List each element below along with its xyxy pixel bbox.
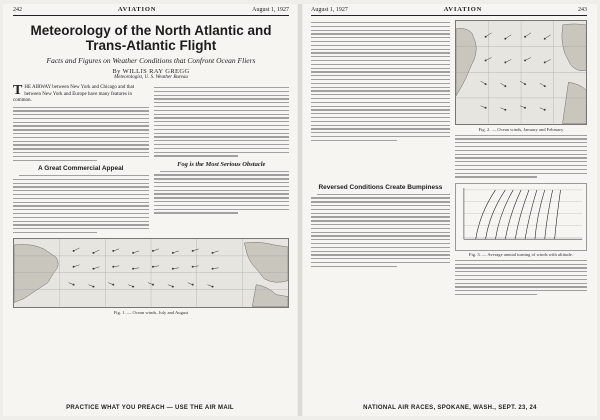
- body-text-block: [154, 171, 290, 214]
- journal-name: AVIATION: [117, 6, 157, 13]
- right-column-2-lower: [455, 180, 587, 298]
- body-text-block: [455, 135, 587, 178]
- figure-1-caption: Fig. 1. — Ocean winds, July and August: [113, 309, 189, 315]
- title-line-2: Trans-Atlantic Flight: [85, 38, 217, 53]
- issue-date: August 1, 1927: [311, 7, 348, 13]
- article-columns: [13, 85, 289, 235]
- author-affiliation: Meteorologist, U. S. Weather Bureau: [114, 75, 188, 80]
- page-number: 243: [578, 7, 587, 13]
- body-text-block: [455, 260, 587, 295]
- article-subtitle: Facts and Figures on Weather Conditions that Confront Ocean Fliers: [46, 56, 256, 65]
- journal-name: AVIATION: [443, 6, 483, 13]
- map-figure-1: [13, 238, 289, 308]
- section-heading: A Great Commercial Appeal: [38, 164, 124, 172]
- column-1: [13, 85, 149, 235]
- body-text-block: [154, 87, 290, 157]
- winter-winds-map: [456, 21, 586, 124]
- title-line-1: Meteorology of the North Atlantic and: [30, 23, 272, 38]
- byline: By WILLIS RAY GREGG: [112, 68, 190, 75]
- column-2: [154, 85, 290, 235]
- right-column-2: [455, 20, 587, 180]
- figure-3-caption: Fig. 3. — Average annual turning of winds with altitude.: [468, 251, 573, 257]
- ocean-winds-map: [14, 239, 288, 307]
- page-number: 242: [13, 7, 22, 13]
- running-head-left: [13, 6, 289, 16]
- figure-2-caption: Fig. 2. — Ocean winds, January and February: [478, 126, 564, 132]
- lead-text: HE AIRWAY between New York and Chicago and that between New York and Europe have many features in common.: [13, 85, 135, 103]
- body-text-block: [13, 175, 149, 233]
- left-page: [3, 4, 297, 416]
- right-footer: NATIONAL AIR RACES, SPOKANE, WASH., SEPT. 23, 24: [363, 405, 537, 411]
- section-heading: Fog is the Most Serious Obstacle: [177, 160, 266, 168]
- lead-paragraph: [13, 85, 149, 105]
- issue-date: August 1, 1927: [252, 7, 289, 13]
- right-column-1-lower: [311, 180, 450, 298]
- article-columns-bottom: [311, 180, 587, 298]
- wind-turning-graph: [456, 184, 586, 245]
- right-column-1: [311, 20, 450, 180]
- drop-cap: T: [13, 83, 23, 98]
- running-head-right: [311, 6, 587, 16]
- article-title: [13, 23, 289, 53]
- article-columns-top: [311, 20, 587, 180]
- body-text-block: [311, 194, 450, 267]
- map-figure-2: [455, 20, 587, 125]
- body-text-block: [311, 22, 450, 141]
- left-footer: PRACTICE WHAT YOU PREACH — USE THE AIR MAIL: [66, 405, 234, 411]
- body-text-block: [13, 107, 149, 161]
- section-heading: Reversed Conditions Create Bumpiness: [318, 183, 443, 191]
- page-gutter: [298, 4, 302, 416]
- figure-3-graph: [455, 183, 587, 251]
- right-page: [303, 4, 597, 416]
